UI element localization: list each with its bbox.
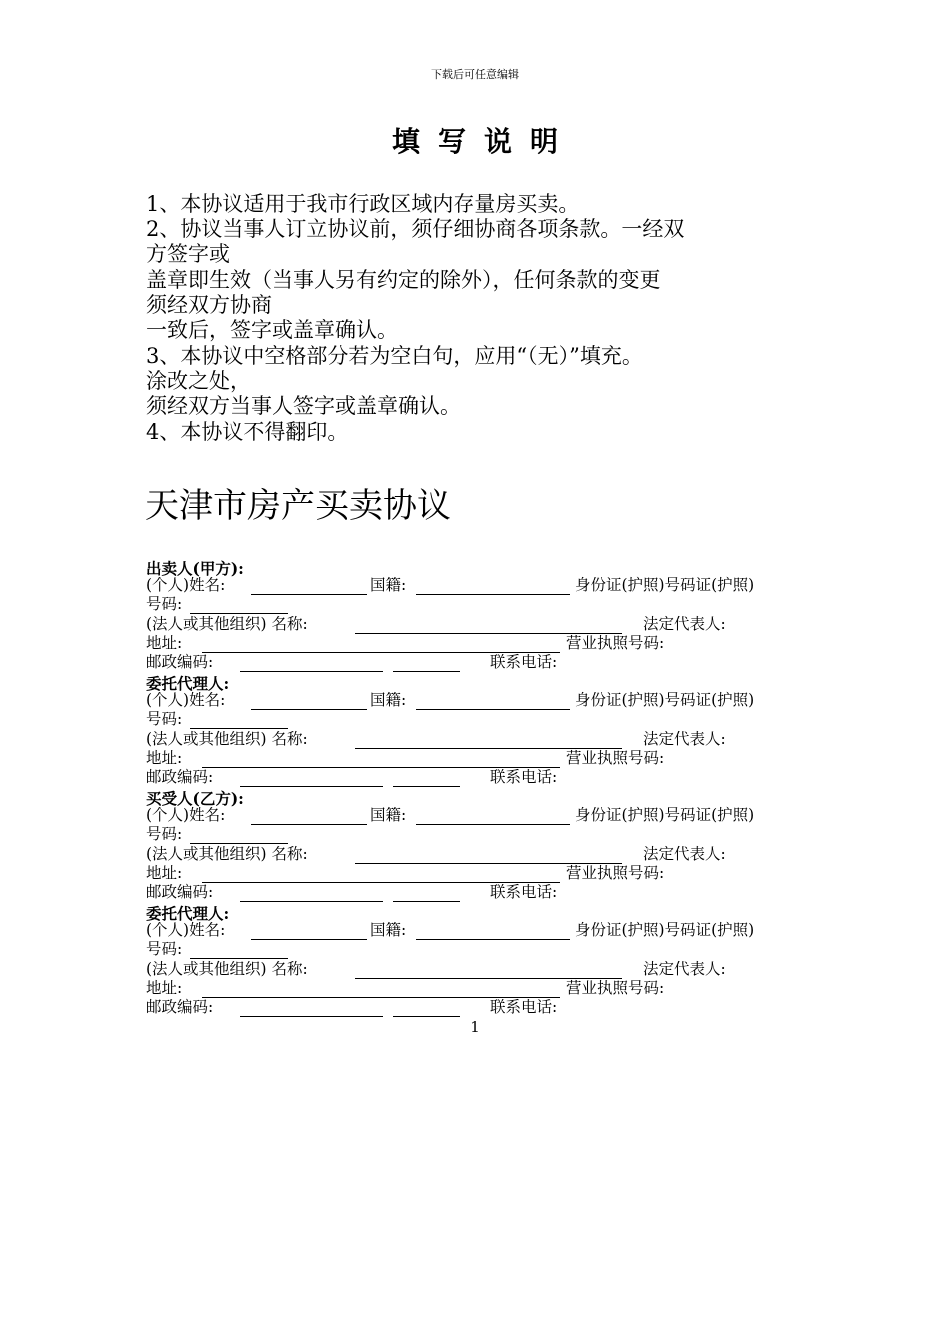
phone-label: 联系电话:	[490, 998, 558, 1016]
instruction-line: 涂改之处，	[146, 369, 251, 393]
instruction-line: 方签字或	[146, 242, 230, 266]
instruction-line: 须经双方协商	[146, 293, 272, 317]
id-number-label: 身份证(护照)号码证(护照)	[575, 921, 755, 939]
postcode-label: 邮政编码:	[146, 653, 214, 671]
id-number-field[interactable]	[190, 958, 288, 959]
personal-name-label: (个人)姓名:	[146, 576, 226, 594]
id-number-label: 身份证(护照)号码证(护照)	[575, 806, 755, 824]
org-name-label: (法人或其他组织) 名称:	[146, 960, 308, 978]
personal-name-label: (个人)姓名:	[146, 921, 226, 939]
personal-name-label: (个人)姓名:	[146, 806, 226, 824]
nationality-label: 国籍:	[370, 576, 407, 594]
nationality-label: 国籍:	[370, 921, 407, 939]
nationality-field[interactable]	[416, 709, 570, 710]
postcode-field-extra[interactable]	[393, 786, 460, 787]
section-heading: 买受人(乙方):	[146, 789, 244, 808]
legal-rep-label: 法定代表人:	[643, 730, 726, 748]
instruction-line: 1、本协议适用于我市行政区域内存量房买卖。	[146, 192, 580, 216]
postcode-field[interactable]	[240, 786, 383, 787]
instruction-line: 盖章即生效（当事人另有约定的除外），任何条款的变更	[146, 268, 661, 292]
section-heading: 出卖人(甲方):	[146, 559, 244, 578]
nationality-field[interactable]	[416, 824, 570, 825]
nationality-label: 国籍:	[370, 691, 407, 709]
postcode-label: 邮政编码:	[146, 883, 214, 901]
document-title: 天津市房产买卖协议	[145, 486, 451, 526]
phone-label: 联系电话:	[490, 653, 558, 671]
id-number-label: 身份证(护照)号码证(护照)	[575, 691, 755, 709]
address-label: 地址:	[146, 979, 183, 997]
instruction-line: 一致后，签字或盖章确认。	[146, 318, 398, 342]
license-no-label: 营业执照号码:	[566, 864, 665, 882]
personal-name-label: (个人)姓名:	[146, 691, 226, 709]
personal-name-field[interactable]	[251, 594, 367, 595]
org-name-label: (法人或其他组织) 名称:	[146, 730, 308, 748]
id-number-field[interactable]	[190, 613, 288, 614]
nationality-field[interactable]	[416, 594, 570, 595]
postcode-field[interactable]	[240, 901, 383, 902]
page-number: 1	[470, 1018, 480, 1036]
org-name-label: (法人或其他组织) 名称:	[146, 615, 308, 633]
instruction-line: 3、本协议中空格部分若为空白句，应用“（无）”填充。	[146, 344, 643, 368]
instruction-line: 4、本协议不得翻印。	[146, 420, 349, 444]
id-number-label: 身份证(护照)号码证(护照)	[575, 576, 755, 594]
instruction-line: 2、协议当事人订立协议前，须仔细协商各项条款。一经双	[146, 217, 685, 241]
postcode-field[interactable]	[240, 671, 383, 672]
postcode-field-extra[interactable]	[393, 901, 460, 902]
instruction-line: 须经双方当事人签字或盖章确认。	[146, 394, 461, 418]
address-label: 地址:	[146, 864, 183, 882]
number-label: 号码:	[146, 940, 183, 958]
postcode-field-extra[interactable]	[393, 1016, 460, 1017]
personal-name-field[interactable]	[251, 824, 367, 825]
number-label: 号码:	[146, 595, 183, 613]
instructions-title: 填写说明	[391, 125, 576, 158]
legal-rep-label: 法定代表人:	[643, 845, 726, 863]
license-no-label: 营业执照号码:	[566, 749, 665, 767]
license-no-label: 营业执照号码:	[566, 634, 665, 652]
address-label: 地址:	[146, 749, 183, 767]
legal-rep-label: 法定代表人:	[643, 960, 726, 978]
phone-label: 联系电话:	[490, 883, 558, 901]
address-label: 地址:	[146, 634, 183, 652]
id-number-field[interactable]	[190, 728, 288, 729]
section-heading: 委托代理人:	[146, 904, 230, 923]
download-note: 下载后可任意编辑	[431, 68, 519, 81]
license-no-label: 营业执照号码:	[566, 979, 665, 997]
postcode-field-extra[interactable]	[393, 671, 460, 672]
number-label: 号码:	[146, 825, 183, 843]
personal-name-field[interactable]	[251, 709, 367, 710]
number-label: 号码:	[146, 710, 183, 728]
postcode-field[interactable]	[240, 1016, 383, 1017]
nationality-field[interactable]	[416, 939, 570, 940]
org-name-label: (法人或其他组织) 名称:	[146, 845, 308, 863]
id-number-field[interactable]	[190, 843, 288, 844]
section-heading: 委托代理人:	[146, 674, 230, 693]
personal-name-field[interactable]	[251, 939, 367, 940]
legal-rep-label: 法定代表人:	[643, 615, 726, 633]
postcode-label: 邮政编码:	[146, 998, 214, 1016]
phone-label: 联系电话:	[490, 768, 558, 786]
postcode-label: 邮政编码:	[146, 768, 214, 786]
nationality-label: 国籍:	[370, 806, 407, 824]
